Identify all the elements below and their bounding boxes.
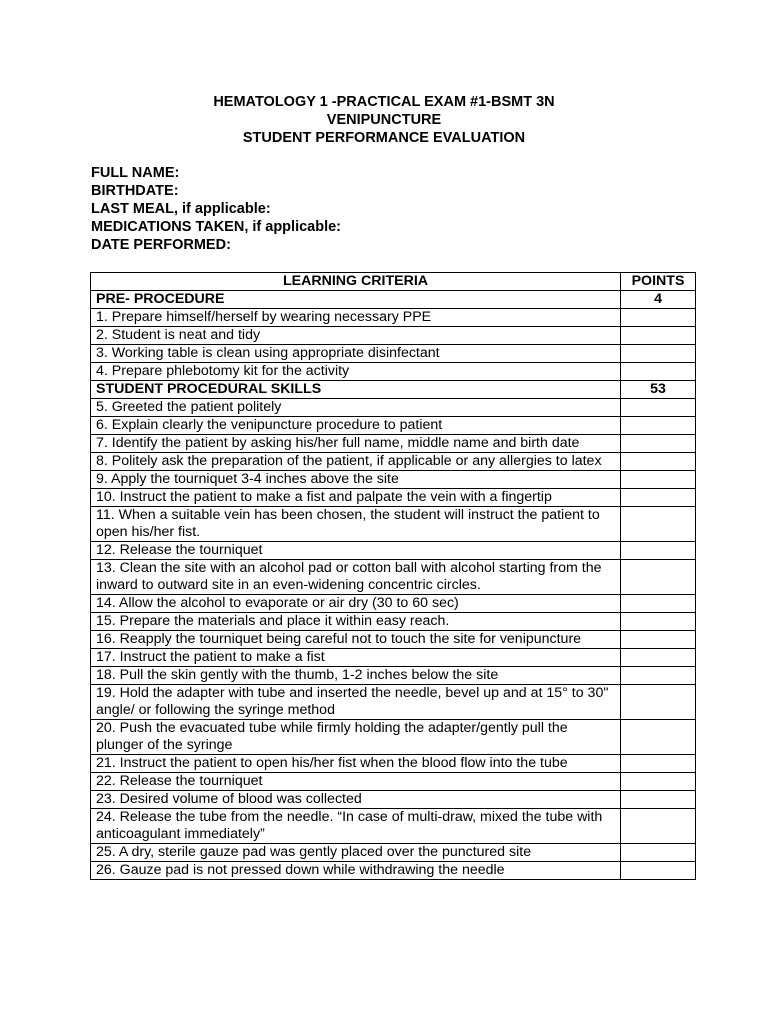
table-header-row xyxy=(91,273,696,291)
points-cell xyxy=(621,613,696,631)
table-row xyxy=(91,489,696,507)
criterion-text: 11. When a suitable vein has been chosen, the student will instruct the patient to open his/her fist. xyxy=(91,507,621,542)
criterion-text: 3. Working table is clean using appropriate disinfectant xyxy=(91,345,621,363)
table-row xyxy=(91,363,696,381)
table-row xyxy=(91,862,696,880)
table-row xyxy=(91,542,696,560)
section-row xyxy=(91,291,696,309)
birthdate-label: BIRTHDATE: xyxy=(91,183,179,199)
full-name-label: FULL NAME: xyxy=(91,165,180,181)
section-row xyxy=(91,381,696,399)
criterion-text: 12. Release the tourniquet xyxy=(91,542,621,560)
table-row xyxy=(91,507,696,542)
points-cell xyxy=(621,560,696,595)
criterion-text: 2. Student is neat and tidy xyxy=(91,327,621,345)
criterion-text: 7. Identify the patient by asking his/her full name, middle name and birth date xyxy=(91,435,621,453)
criteria-header: LEARNING CRITERIA xyxy=(91,273,621,291)
title-procedure: VENIPUNCTURE xyxy=(326,112,442,128)
section-title: STUDENT PROCEDURAL SKILLS xyxy=(91,381,621,399)
table-row xyxy=(91,309,696,327)
table-row xyxy=(91,809,696,844)
criterion-text: 4. Prepare phlebotomy kit for the activity xyxy=(91,363,621,381)
points-cell xyxy=(621,327,696,345)
table-row xyxy=(91,327,696,345)
table-row xyxy=(91,435,696,453)
criterion-text: 23. Desired volume of blood was collected xyxy=(91,791,621,809)
criterion-text: 5. Greeted the patient politely xyxy=(91,399,621,417)
table-row xyxy=(91,791,696,809)
criterion-text: 8. Politely ask the preparation of the patient, if applicable or any allergies to latex xyxy=(91,453,621,471)
table-row xyxy=(91,649,696,667)
criterion-text: 21. Instruct the patient to open his/her fist when the blood flow into the tube xyxy=(91,755,621,773)
date-performed-label: DATE PERFORMED: xyxy=(91,237,231,253)
points-cell xyxy=(621,507,696,542)
section-title: PRE- PROCEDURE xyxy=(91,291,621,309)
points-cell xyxy=(621,862,696,880)
criterion-text: 6. Explain clearly the venipuncture procedure to patient xyxy=(91,417,621,435)
criterion-text: 14. Allow the alcohol to evaporate or air dry (30 to 60 sec) xyxy=(91,595,621,613)
patient-info xyxy=(91,164,341,254)
criterion-text: 25. A dry, sterile gauze pad was gently placed over the punctured site xyxy=(91,844,621,862)
table-row xyxy=(91,595,696,613)
criterion-text: 10. Instruct the patient to make a fist and palpate the vein with a fingertip xyxy=(91,489,621,507)
criterion-text: 15. Prepare the materials and place it within easy reach. xyxy=(91,613,621,631)
points-cell xyxy=(621,595,696,613)
document-title xyxy=(0,93,768,147)
title-evaluation: STUDENT PERFORMANCE EVALUATION xyxy=(242,130,526,146)
points-cell xyxy=(621,542,696,560)
points-cell xyxy=(621,363,696,381)
table-row xyxy=(91,560,696,595)
medications-label: MEDICATIONS TAKEN, if applicable: xyxy=(91,219,342,235)
table-row xyxy=(91,613,696,631)
table-row xyxy=(91,844,696,862)
points-cell xyxy=(621,809,696,844)
table-row xyxy=(91,631,696,649)
table-row xyxy=(91,773,696,791)
last-meal-label: LAST MEAL, if applicable: xyxy=(91,201,271,217)
points-cell xyxy=(621,773,696,791)
points-cell xyxy=(621,685,696,720)
criterion-text: 20. Push the evacuated tube while firmly holding the adapter/gently pull the plunger of the syringe xyxy=(91,720,621,755)
points-cell xyxy=(621,667,696,685)
criterion-text: 22. Release the tourniquet xyxy=(91,773,621,791)
points-cell xyxy=(621,755,696,773)
criterion-text: 24. Release the tube from the needle. “In case of multi-draw, mixed the tube with anticoagulant immediately” xyxy=(91,809,621,844)
criteria-table xyxy=(90,272,696,880)
criterion-text: 18. Pull the skin gently with the thumb, 1-2 inches below the site xyxy=(91,667,621,685)
table-row xyxy=(91,399,696,417)
points-cell xyxy=(621,720,696,755)
criterion-text: 1. Prepare himself/herself by wearing necessary PPE xyxy=(91,309,621,327)
table-row xyxy=(91,417,696,435)
points-cell xyxy=(621,435,696,453)
points-cell xyxy=(621,489,696,507)
criterion-text: 17. Instruct the patient to make a fist xyxy=(91,649,621,667)
points-cell xyxy=(621,453,696,471)
criterion-text: 19. Hold the adapter with tube and inserted the needle, bevel up and at 15° to 30" angle/ or following the syringe method xyxy=(91,685,621,720)
points-cell xyxy=(621,631,696,649)
points-cell xyxy=(621,309,696,327)
points-cell xyxy=(621,471,696,489)
points-cell xyxy=(621,417,696,435)
table-row xyxy=(91,453,696,471)
points-cell: 4 xyxy=(621,291,696,309)
points-cell xyxy=(621,844,696,862)
points-header: POINTS xyxy=(621,273,696,291)
points-cell: 53 xyxy=(621,381,696,399)
table-row xyxy=(91,471,696,489)
table-row xyxy=(91,345,696,363)
points-cell xyxy=(621,791,696,809)
criterion-text: 16. Reapply the tourniquet being careful not to touch the site for venipuncture xyxy=(91,631,621,649)
criterion-text: 13. Clean the site with an alcohol pad or cotton ball with alcohol starting from the inward to outward site in an even-widening concentric circles. xyxy=(91,560,621,595)
table-row xyxy=(91,720,696,755)
title-course: HEMATOLOGY 1 -PRACTICAL EXAM #1-BSMT 3N xyxy=(213,94,555,110)
points-cell xyxy=(621,345,696,363)
points-cell xyxy=(621,399,696,417)
points-cell xyxy=(621,649,696,667)
table-row xyxy=(91,685,696,720)
criterion-text: 9. Apply the tourniquet 3-4 inches above the site xyxy=(91,471,621,489)
table-row xyxy=(91,667,696,685)
criterion-text: 26. Gauze pad is not pressed down while withdrawing the needle xyxy=(91,862,621,880)
criteria-body xyxy=(91,291,696,880)
table-row xyxy=(91,755,696,773)
